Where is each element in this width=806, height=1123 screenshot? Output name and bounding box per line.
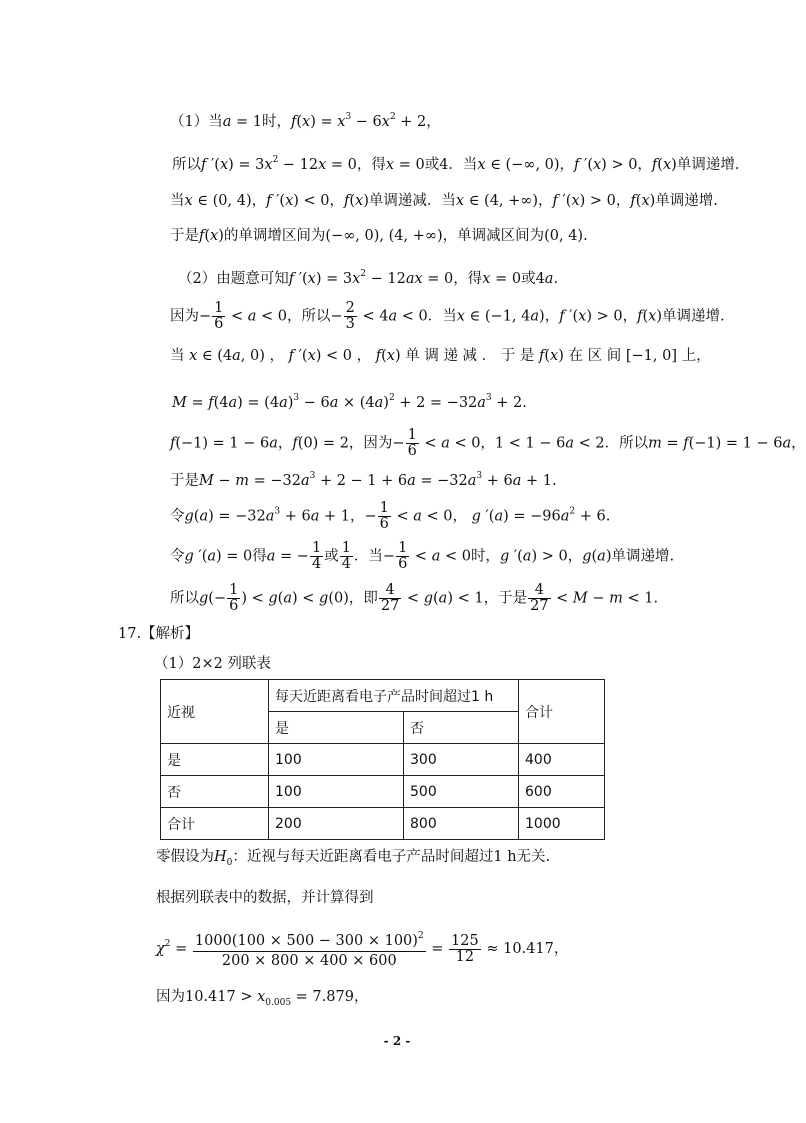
line-6: 因为− $\frac{1}{6}$ < a < 0，所以− $\frac{2}{3}$ < 4a < 0．当x ∈ (−1, 4a)，f ′(x) > 0，f(x)单调递增. [170, 300, 725, 332]
text: ，所以 [287, 308, 331, 325]
table-cell: 是 [161, 744, 269, 776]
table-row [161, 744, 605, 776]
text: ，因为 [348, 435, 393, 452]
text: 当 [170, 348, 185, 364]
table-cell: 800 [404, 808, 519, 840]
text: 所以 [170, 590, 199, 607]
text: ，于是 [483, 590, 528, 607]
line-5: （2）由题意可知f $'(x) = 3x^2 - 12ax = 0$，得x = 0或4a. [178, 269, 559, 287]
table-cell: 100 [269, 744, 404, 776]
q17-sub1: （1）2×2 列联表 [154, 656, 271, 672]
text: 因为 [156, 989, 185, 1005]
col-total-cell: 合计 [519, 680, 605, 744]
chi-square-formula: $\chi^2$ = $\frac{1000(100 \times 500 - 300 \times 100)^2}{200 \times 800 \times 400 \times 600}$ = $\frac{125}{12}$ ≈ 10.417， [156, 927, 568, 971]
text: ．所以 [604, 435, 649, 452]
col-no-cell: 否 [404, 712, 519, 744]
text: 当 [170, 193, 185, 209]
text: 令 [170, 548, 185, 565]
text: 上， [681, 348, 711, 364]
text: 于是 [170, 473, 199, 489]
comparison: 因为$10.417 > x_{0.005} = 7.879$， [156, 989, 369, 1008]
text: 得 [252, 548, 267, 565]
text: 单调递减．当 [368, 193, 456, 209]
line-2: 所以f $'(x) = 3x^2 - 12x = 0$，得x = 0或4．当x ∈ (−∞, 0)，f ′(x) > 0，f(x)单调递增. [172, 155, 740, 173]
table-cell: 400 [519, 744, 605, 776]
text: 单调递增. [611, 548, 675, 565]
table-header-row-1 [161, 680, 605, 712]
table-cell: 合计 [161, 808, 269, 840]
text: 因为 [170, 308, 199, 325]
page-number: - 2 - [383, 1034, 411, 1048]
text: （2）由题意可知 [178, 271, 289, 287]
line-8: $M = f(4a) = (4a)^3 - 6a \times (4a)^2 + 2 = -32a^3 + 2$. [172, 393, 527, 411]
line-9: f(−1) = 1 − 6a，f(0) = 2，因为− $\frac{1}{6}$ < a < 0，1 < 1 − 6a < 2．所以m = f(−1) = 1 − 6a， [170, 427, 806, 459]
line-4: 于是f(x)的单调增区间为(−∞, 0), (4, +∞)，单调减区间为(0, 4). [170, 228, 588, 244]
line-10: 于是$M - m = -32a^3 + 2 - 1 + 6a = -32a^3 + 6a + 1$. [170, 471, 557, 489]
text: ：近视与每天近距离看电子产品时间超过1 h无关. [232, 849, 551, 865]
text: 或 [521, 271, 536, 287]
text: （1）当 [170, 114, 223, 130]
contingency-table [160, 679, 605, 840]
text: 零假设为 [156, 849, 214, 865]
table-cell: 100 [269, 776, 404, 808]
row-header-cell: 近视 [161, 680, 269, 744]
calc-intro: 根据列联表中的数据，并计算得到 [156, 890, 374, 906]
line-3: 当x ∈ (0, 4)，f ′(x) < 0，f(x)单调递减．当x ∈ (4, +∞)，f ′(x) > 0，f(x)单调递增. [170, 193, 718, 209]
text: ，得 [356, 157, 386, 173]
line-7: 当 x ∈ (4a, 0) ， f ′(x) < 0 ， f(x) 单 调 递 减 ． 于 是 f(x) 在 区 间 [−1, 0] 上， [170, 348, 711, 364]
text: 单调递增. [655, 193, 718, 209]
table-row [161, 808, 605, 840]
text: 单 调 递 减 ． 于 是 [405, 348, 535, 364]
text: 或4．当 [424, 157, 478, 173]
text: 于是 [170, 228, 199, 244]
table-cell: 200 [269, 808, 404, 840]
q17-heading: 17.【解析】 [118, 626, 200, 642]
text: 令 [170, 508, 185, 525]
table-cell: 500 [404, 776, 519, 808]
table-cell: 600 [519, 776, 605, 808]
line-11: 令$g(a) = -32a^3 + 6a + 1$，− $\frac{1}{6}$ < a < 0， g $'(a) = -96a^2 + 6$. [170, 500, 611, 532]
table-cell: 300 [404, 744, 519, 776]
text: 所以 [172, 157, 201, 173]
line-12: 令g ′(a) = 0得a = − $\frac{1}{4}$ 或 $\frac{1}{4}$ ．当− $\frac{1}{6}$ < a < 0时，g ′(a) > 0，g(a)单调递增. [170, 540, 675, 572]
text: ．当 [353, 548, 383, 565]
text: 时， [470, 548, 500, 565]
text: ，单调减区间为 [442, 228, 545, 244]
null-hypothesis: 零假设为$H_0$：近视与每天近距离看电子产品时间超过1 h无关. [156, 849, 551, 868]
text: 的单调增区间为 [223, 228, 326, 244]
text: ，得 [453, 271, 483, 287]
col-yes-cell: 是 [269, 712, 404, 744]
table-row [161, 776, 605, 808]
text: 单调递增. [661, 308, 725, 325]
col-group-cell: 每天近距离看电子产品时间超过1 h [269, 680, 519, 712]
text: 在 区 间 [568, 348, 622, 364]
table-cell: 1000 [519, 808, 605, 840]
text: ．当 [427, 308, 457, 325]
text: 时， [261, 114, 291, 130]
table-cell: 否 [161, 776, 269, 808]
line-13: 所以g(− $\frac{1}{6}$ ) < g(a) < g(0)，即 $\frac{4}{27}$ < g(a) < 1，于是 $\frac{4}{27}$ < M − m < 1. [170, 582, 659, 614]
text: 或 [324, 548, 339, 565]
line-1: （1）当a = 1时，$f(x) = x^3 - 6x^2 + 2$， [170, 112, 441, 130]
text: 单调递增. [676, 157, 740, 173]
text: ，即 [348, 590, 378, 607]
